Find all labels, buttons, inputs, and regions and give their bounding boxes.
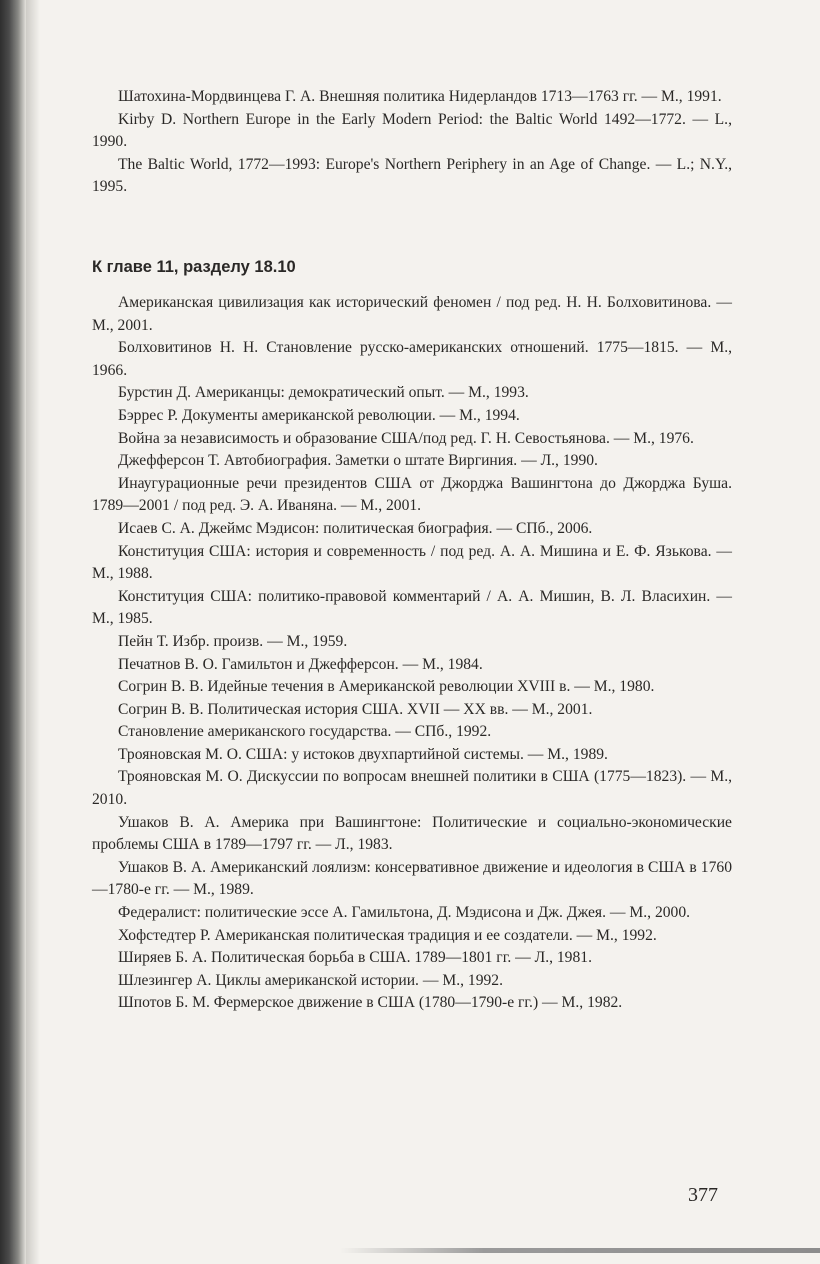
entry-text: Инаугурационные речи президентов США от Джорджа Вашингтона до Джорджа Буша. 1789—2001 / под ред. Э. А. Иваняна. — М., 2001.: [92, 474, 732, 515]
entry-author: Ушаков В. А.: [118, 858, 207, 876]
entry-author: Трояновская М. О.: [118, 768, 243, 786]
entry-author: Пейн Т.: [118, 632, 169, 650]
book-spine-gradient: [26, 0, 40, 1264]
entry-text: Автобиография. Заметки о штате Виргиния. — Л., 1990.: [219, 452, 598, 470]
top-bibliography-entry: [92, 109, 732, 154]
entry-text: Конституция США: политико-правовой комментарий / А. А. Мишин, В. Л. Власихин. — М., 1985.: [92, 587, 732, 628]
entry-text: Американская цивилизация как исторический феномен / под ред. Н. Н. Болховитинова. — М., 2001.: [92, 294, 732, 334]
entry-author: Бурстин Д.: [118, 384, 192, 402]
entry-text: Политическая борьба в США. 1789—1801 гг. — Л., 1981.: [207, 949, 592, 967]
book-spine-shadow: [0, 0, 26, 1264]
section-heading: К главе 11, разделу 18.10: [92, 258, 296, 276]
entry-text: Становление американского государства. — СПб., 1992.: [118, 723, 492, 741]
bibliography-entry: [92, 382, 732, 405]
bibliography-entry: [92, 676, 732, 699]
entry-author: Шлезингер А.: [118, 971, 212, 989]
entry-text: Война за независимость и образование США/под ред. Г. Н. Севостьянова. — М., 1976.: [118, 429, 694, 447]
bibliography-entry: [92, 902, 732, 925]
entry-text: Внешняя политика Нидерландов 1713—1763 гг. — М., 1991.: [315, 88, 722, 105]
page-number: 377: [688, 1184, 718, 1206]
bibliography-entry: [92, 812, 732, 857]
entry-author: Печатнов В. О.: [118, 655, 218, 673]
entry-text: Джеймс Мэдисон: политическая биография. — СПб., 2006.: [194, 519, 593, 537]
entry-text: Циклы американской истории. — М., 1992.: [211, 971, 503, 989]
bibliography-entry: [92, 721, 732, 744]
entry-text: Америка при Вашингтоне: Политические и социально-экономические проблемы США в 1789—1797 гг. — Л., 1983.: [92, 813, 732, 854]
page-bottom-shadow: [340, 1248, 820, 1253]
bibliography-entry: [92, 586, 732, 631]
bibliography-entry: [92, 292, 732, 337]
bibliography-entry: [92, 473, 732, 518]
entry-author: Ширяев Б. А.: [118, 949, 208, 967]
entry-text: The Baltic World, 1772—1993: Europe's Northern Periphery in an Age of Change. — L.; N.Y., 1995.: [92, 155, 732, 196]
entry-text: Гамильтон и Джефферсон. — М., 1984.: [217, 655, 483, 673]
bibliography-list: [92, 292, 732, 1015]
bibliography-entry: [92, 518, 732, 541]
bibliography-entry: [92, 992, 732, 1015]
entry-author: Ушаков В. А.: [118, 813, 220, 831]
entry-text: Дискуссии по вопросам внешней политики в США (1775—1823). — М., 2010.: [92, 768, 733, 809]
bibliography-entry: [92, 337, 732, 382]
entry-author: Бэррес Р.: [118, 406, 178, 424]
page-content: [92, 86, 733, 1012]
bibliography-entry: [92, 699, 732, 722]
top-bibliography-entry: [92, 154, 732, 199]
entry-author: Исаев С. А.: [118, 519, 195, 537]
bibliography-entry: [92, 541, 732, 586]
entry-author: Шпотов Б. М.: [118, 994, 210, 1012]
top-bibliography-entry: [92, 86, 732, 109]
entry-author: Хофстедтер Р.: [118, 926, 211, 944]
entry-text: Northern Europe in the Early Modern Period: the Baltic World 1492—1772. — L., 1990.: [92, 110, 732, 151]
bibliography-entry: [92, 857, 732, 902]
entry-text: Документы американской революции. — М., 1994.: [178, 406, 520, 424]
bibliography-top: [92, 86, 732, 199]
bibliography-entry: [92, 925, 732, 948]
entry-author: Болховитинов Н. Н.: [118, 339, 259, 357]
entry-text: Становление русско-американских отношений. 1775—1815. — М., 1966.: [92, 339, 732, 379]
entry-text: Американская политическая традиция и ее создатели. — М., 1992.: [210, 926, 657, 944]
entry-author: Шатохина-Мордвинцева Г. А.: [118, 88, 316, 105]
entry-text: Идейные течения в Американской революции XVIII в. — М., 1980.: [203, 678, 655, 696]
bibliography-entry: [92, 631, 732, 654]
entry-text: Федералист: политические эссе А. Гамильтона, Д. Мэдисона и Дж. Джея. — М., 2000.: [118, 904, 691, 922]
entry-text: Американцы: демократический опыт. — М., 1993.: [191, 384, 529, 402]
bibliography-entry: [92, 947, 732, 970]
entry-text: Фермерское движение в США (1780—1790-е гг.) — М., 1982.: [209, 994, 623, 1012]
entry-text: Конституция США: история и современность / под ред. А. А. Мишина и Е. Ф. Язькова. — М., 1988.: [92, 542, 732, 583]
entry-text: Политическая история США. XVII — XX вв. — М., 2001.: [203, 700, 593, 718]
entry-author: Kirby D.: [118, 110, 177, 128]
bibliography-entry: [92, 405, 732, 428]
bibliography-entry: [92, 450, 732, 473]
entry-author: Джефферсон Т.: [118, 452, 220, 470]
bibliography-entry: [92, 970, 732, 993]
entry-author: Согрин В. В.: [118, 678, 204, 696]
entry-author: Трояновская М. О.: [118, 745, 242, 763]
bibliography-entry: [92, 428, 732, 451]
bibliography-entry: [92, 654, 732, 677]
entry-author: Согрин В. В.: [118, 700, 204, 718]
entry-text: Избр. произв. — М., 1959.: [168, 632, 348, 650]
bibliography-entry: [92, 744, 732, 767]
entry-text: США: у истоков двухпартийной системы. — М., 1989.: [241, 745, 608, 763]
entry-text: Американский лоялизм: консервативное движение и идеология в США в 1760—1780-е гг. — М., 1989.: [92, 858, 732, 899]
bibliography-entry: [92, 766, 732, 811]
